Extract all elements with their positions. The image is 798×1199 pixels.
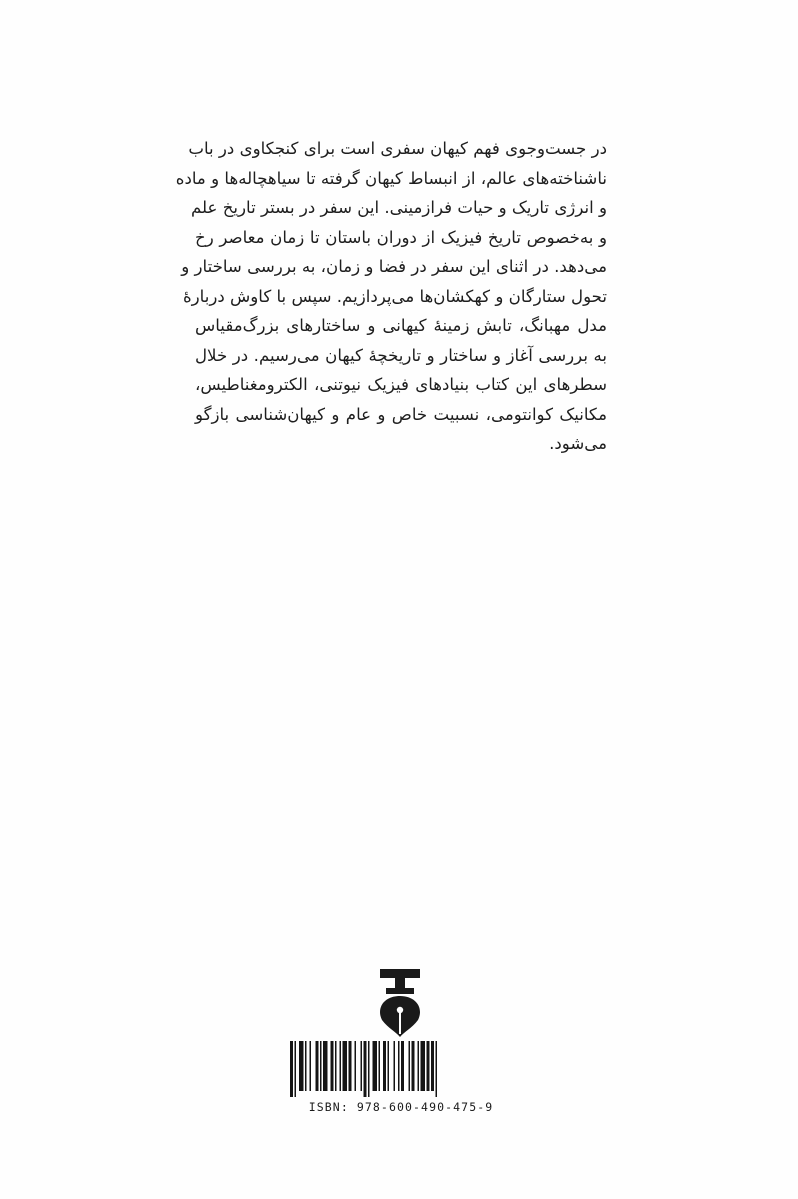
blurb-text (175, 134, 607, 459)
barcode-bar (355, 1041, 357, 1091)
blurb-line: در جست‌وجوی فهم کیهان سفری است برای کنجکاوی در باب (188, 139, 607, 158)
blurb-line: می‌دهد. در اثنای این سفر در فضا و زمان، به بررسی ساختار و (181, 257, 607, 276)
blurb-line: تحول ستارگان و کهکشان‌ها می‌پردازیم. سپس با کاوش دربارهٔ (182, 286, 607, 306)
blurb-line: به بررسی آغاز و ساختار و تاریخچهٔ کیهان می‌رسیم. در خلال (195, 345, 607, 365)
barcode-bar (431, 1041, 434, 1091)
barcode-bar (349, 1041, 352, 1091)
barcode-bar (394, 1041, 396, 1091)
barcode-bar (373, 1041, 378, 1091)
barcode-bar (427, 1041, 430, 1091)
blurb-line: مکانیک کوانتومی، نسبیت خاص و عام و کیهان‌شناسی بازگو (195, 404, 607, 424)
barcode-bar (331, 1041, 334, 1091)
barcode-bar (388, 1041, 390, 1091)
barcode-bar (335, 1041, 337, 1091)
barcode-bar (305, 1041, 307, 1091)
blurb-line: می‌شود. (549, 434, 607, 453)
barcode-bar (364, 1041, 367, 1097)
barcode-bar (340, 1041, 342, 1091)
barcode-bar (401, 1041, 404, 1091)
barcode-bar (320, 1041, 322, 1091)
blurb-line: و انرژی تاریک و حیات فرازمینی. این سفر در بستر تاریخ علم (190, 198, 607, 217)
isbn-number: ISBN: 978-600-490-475-9 (308, 1100, 494, 1114)
barcode-bar (299, 1041, 304, 1091)
barcode-bar (310, 1041, 312, 1091)
barcode-bar (290, 1041, 293, 1097)
barcode-bar (409, 1041, 411, 1091)
barcode-bar (316, 1041, 319, 1091)
barcode-bar (361, 1041, 363, 1091)
barcode-bar (343, 1041, 348, 1091)
barcode-bar (412, 1041, 415, 1091)
barcode-bar (398, 1041, 400, 1091)
barcode-bar (295, 1041, 297, 1097)
barcode-bar (418, 1041, 420, 1091)
pen-nib-logo-icon (376, 968, 424, 1038)
barcode-bar (379, 1041, 381, 1091)
blurb-line: سطرهای این کتاب بنیادهای فیزیک نیوتنی، الکترومغناطیس، (195, 375, 607, 394)
barcode-bar (383, 1041, 386, 1091)
blurb-line: ناشناخته‌های عالم، از انبساط کیهان گرفته تا سیاهچاله‌ها و ماده (175, 168, 607, 188)
barcode-bar (421, 1041, 426, 1091)
blurb-line: و به‌خصوص تاریخ فیزیک از دوران باستان تا زمان معاصر رخ (195, 227, 607, 247)
barcode-icon (288, 1041, 514, 1097)
barcode-bar (323, 1041, 328, 1091)
blurb-line: مدل مهبانگ، تابش زمینهٔ کیهانی و ساختارهای بزرگ‌مقیاس (195, 316, 607, 335)
barcode-bar (368, 1041, 370, 1097)
barcode-bar (436, 1041, 438, 1097)
